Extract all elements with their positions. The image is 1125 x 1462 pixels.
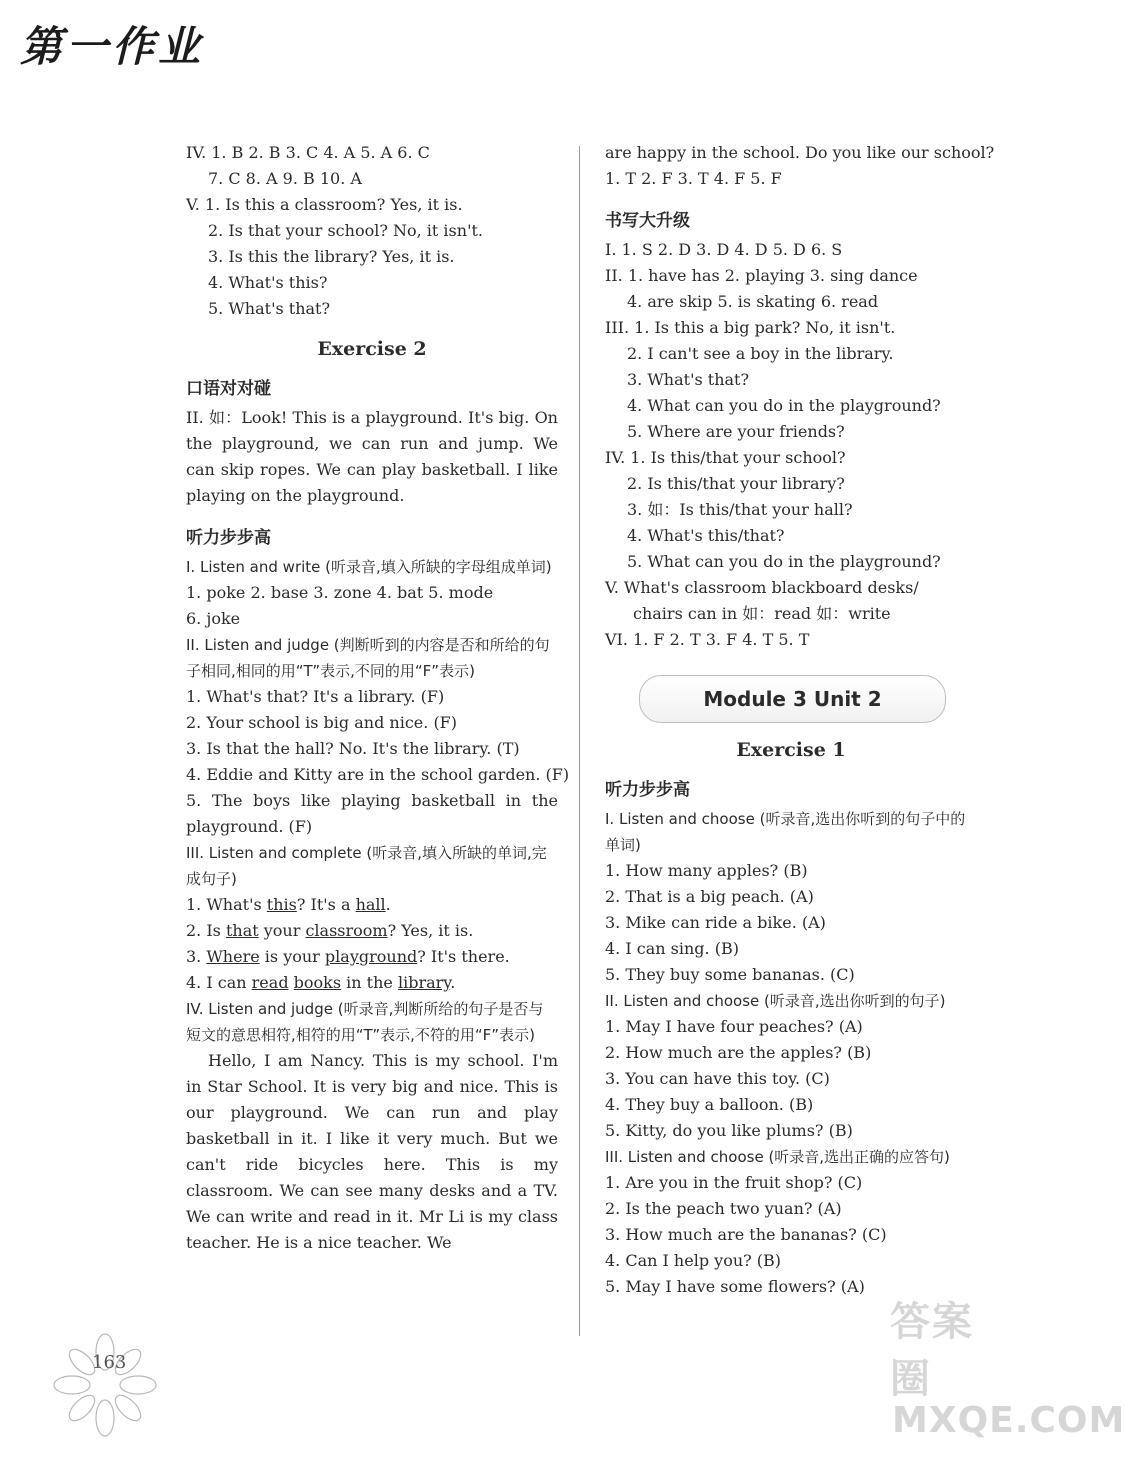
answer-line: 1. poke 2. base 3. zone 4. bat 5. mode bbox=[186, 583, 494, 602]
text: your bbox=[258, 921, 306, 940]
filled-word: Where bbox=[206, 947, 260, 966]
answer-line: IV. 1. Is this/that your school? bbox=[605, 448, 846, 467]
answer-line: 2. Is that your school? No, it isn't. bbox=[208, 221, 483, 240]
text: . bbox=[450, 973, 456, 992]
text: ? Yes, it is. bbox=[387, 921, 474, 940]
column-divider bbox=[579, 146, 580, 1336]
instruction: I. Listen and write (听录音,填入所缺的字母组成单词) bbox=[186, 558, 552, 576]
section-heading: 听力步步高 bbox=[186, 528, 271, 548]
instruction: II. Listen and judge (判断听到的内容是否和所给的句子相同,相同的用“T”表示,不同的用“F”表示) bbox=[186, 636, 550, 680]
oral-answer: II. 如：Look! This is a playground. It's big. On the playground, we can run and jump. We can skip ropes. We can play basketball. I like playing on the playground. bbox=[186, 408, 558, 505]
text: 4. I can bbox=[186, 973, 252, 992]
answer-line: 2. Your school is big and nice. (F) bbox=[186, 713, 458, 732]
section-heading: 口语对对碰 bbox=[186, 379, 271, 399]
brand-title: 第一作业 bbox=[20, 22, 205, 71]
answer-line: 5. The boys like playing basketball in the playground. (F) bbox=[186, 791, 558, 836]
answer-line: 3. What's that? bbox=[627, 370, 750, 389]
text: 2. Is bbox=[186, 921, 226, 940]
answer-line bbox=[186, 892, 558, 918]
answer-line: 4. Can I help you? (B) bbox=[605, 1251, 782, 1270]
answer-line: II. 1. have has 2. playing 3. sing dance bbox=[605, 266, 918, 285]
passage: Hello, I am Nancy. This is my school. I'm in Star School. It is very big and nice. This is our playground. We can run and play basketball in it. I like it very much. But we can't ride bicycles here. This is my classroom. We can see many desks and a TV. We can write and read in it. Mr Li is my class teacher. He is a nice teacher. We bbox=[186, 1051, 558, 1252]
answer-line bbox=[186, 918, 558, 944]
answer-line: IV. 1. B 2. B 3. C 4. A 5. A 6. C bbox=[186, 143, 430, 162]
filled-word: books bbox=[293, 973, 342, 992]
instruction: II. Listen and choose (听录音,选出你听到的句子) bbox=[605, 992, 946, 1010]
answer-line: 3. Is this the library? Yes, it is. bbox=[208, 247, 455, 266]
text: 1. What's bbox=[186, 895, 267, 914]
answer-line: 1. What's that? It's a library. (F) bbox=[186, 687, 445, 706]
answer-line: 4. are skip 5. is skating 6. read bbox=[627, 292, 879, 311]
instruction: IV. Listen and judge (听录音,判断所给的句子是否与短文的意思相符,相符的用“T”表示,不符的用“F”表示) bbox=[186, 1000, 544, 1044]
answer-line: 4. What's this? bbox=[208, 273, 328, 292]
answer-line: chairs can in 如：read 如：write bbox=[633, 604, 891, 623]
module-banner: Module 3 Unit 2 bbox=[639, 675, 946, 723]
left-column bbox=[186, 140, 570, 1256]
instruction: I. Listen and choose (听录音,选出你听到的句子中的单词) bbox=[605, 810, 966, 854]
answer-line: 1. T 2. F 3. T 4. F 5. F bbox=[605, 169, 782, 188]
watermark-url: MXQE.COM bbox=[892, 1400, 1125, 1441]
answer-line: 4. They buy a balloon. (B) bbox=[605, 1095, 814, 1114]
answer-line: 4. What's this/that? bbox=[627, 526, 785, 545]
answer-line: 6. joke bbox=[186, 609, 241, 628]
answer-line: 4. Eddie and Kitty are in the school garden. (F) bbox=[186, 765, 570, 784]
answer-line: 3. Mike can ride a bike. (A) bbox=[605, 913, 826, 932]
answer-line: 2. Is this/that your library? bbox=[627, 474, 845, 493]
answer-line: V. 1. Is this a classroom? Yes, it is. bbox=[186, 195, 463, 214]
instruction: III. Listen and complete (听录音,填入所缺的单词,完成句子) bbox=[186, 844, 547, 888]
text: ? It's there. bbox=[417, 947, 510, 966]
instruction: III. Listen and choose (听录音,选出正确的应答句) bbox=[605, 1148, 950, 1166]
answer-line: 2. How much are the apples? (B) bbox=[605, 1043, 872, 1062]
text: 3. bbox=[186, 947, 207, 966]
page-number: 163 bbox=[92, 1352, 127, 1373]
answer-line: 2. That is a big peach. (A) bbox=[605, 887, 814, 906]
answer-line bbox=[186, 944, 558, 970]
answer-line: 3. Is that the hall? No. It's the library. (T) bbox=[186, 739, 520, 758]
watermark-logo: 答案圈 bbox=[890, 1299, 974, 1402]
answer-line: 5. May I have some flowers? (A) bbox=[605, 1277, 865, 1296]
filled-word: classroom bbox=[305, 921, 388, 940]
answer-line: 4. What can you do in the playground? bbox=[627, 396, 941, 415]
filled-word: library bbox=[397, 973, 451, 992]
passage-continuation: are happy in the school. Do you like our school? bbox=[605, 143, 995, 162]
text: in the bbox=[341, 973, 398, 992]
answer-line: 3. How much are the bananas? (C) bbox=[605, 1225, 887, 1244]
answer-line bbox=[186, 970, 558, 996]
section-heading: 书写大升级 bbox=[605, 211, 690, 231]
filled-word: read bbox=[251, 973, 289, 992]
answer-line: 1. How many apples? (B) bbox=[605, 861, 808, 880]
answer-line: 2. I can't see a boy in the library. bbox=[627, 344, 894, 363]
exercise-heading: Exercise 1 bbox=[736, 739, 846, 761]
answer-line: V. What's classroom blackboard desks/ bbox=[605, 578, 919, 597]
answer-line: 3. 如：Is this/that your hall? bbox=[627, 500, 853, 519]
answer-line: 2. Is the peach two yuan? (A) bbox=[605, 1199, 842, 1218]
answer-line: 5. They buy some bananas. (C) bbox=[605, 965, 855, 984]
answer-line: 5. Kitty, do you like plums? (B) bbox=[605, 1121, 853, 1140]
answer-line: 5. What can you do in the playground? bbox=[627, 552, 941, 571]
filled-word: that bbox=[225, 921, 259, 940]
exercise-heading: Exercise 2 bbox=[317, 338, 427, 360]
answer-line: 3. You can have this toy. (C) bbox=[605, 1069, 830, 1088]
right-column bbox=[605, 140, 995, 1300]
answer-line: 4. I can sing. (B) bbox=[605, 939, 739, 958]
section-heading: 听力步步高 bbox=[605, 780, 690, 800]
answer-line: 5. What's that? bbox=[208, 299, 331, 318]
answer-line: 5. Where are your friends? bbox=[627, 422, 845, 441]
filled-word: playground bbox=[324, 947, 418, 966]
answer-line: VI. 1. F 2. T 3. F 4. T 5. T bbox=[605, 630, 810, 649]
answer-line: 7. C 8. A 9. B 10. A bbox=[208, 169, 362, 188]
answer-line: 1. Are you in the fruit shop? (C) bbox=[605, 1173, 863, 1192]
text: ? It's a bbox=[296, 895, 356, 914]
text: . bbox=[385, 895, 391, 914]
filled-word: hall bbox=[355, 895, 386, 914]
text: is your bbox=[259, 947, 325, 966]
answer-line: III. 1. Is this a big park? No, it isn't. bbox=[605, 318, 896, 337]
filled-word: this bbox=[266, 895, 297, 914]
answer-line: I. 1. S 2. D 3. D 4. D 5. D 6. S bbox=[605, 240, 843, 259]
answer-line: 1. May I have four peaches? (A) bbox=[605, 1017, 863, 1036]
flower-decoration-icon bbox=[50, 1330, 160, 1440]
